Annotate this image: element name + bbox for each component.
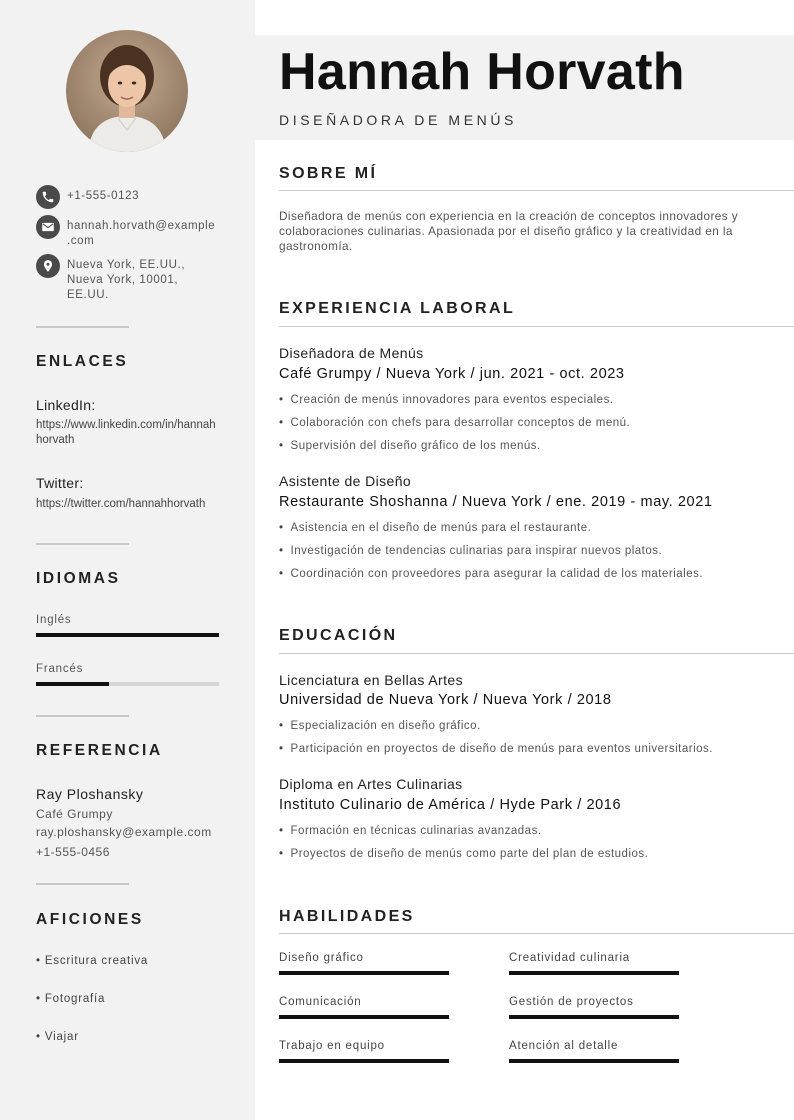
education-title: Diploma en Artes Culinarias	[279, 776, 463, 792]
education-bullets	[279, 715, 789, 761]
education-title: Licenciatura en Bellas Artes	[279, 672, 463, 688]
skill-label: Comunicación	[279, 996, 362, 1008]
skill-fill	[509, 1015, 679, 1019]
skill-bar	[279, 971, 449, 975]
languages-heading: IDIOMAS	[36, 570, 121, 587]
hobby-text: Viajar	[44, 1031, 79, 1043]
reference-heading: REFERENCIA	[36, 742, 163, 759]
skills-heading: HABILIDADES	[279, 908, 415, 925]
about-heading: SOBRE MÍ	[279, 165, 378, 182]
list-item: • Creación de menús innovadores para eventos especiales.	[279, 389, 789, 412]
skill-bar	[279, 1059, 449, 1063]
skill-label: Gestión de proyectos	[509, 996, 634, 1008]
education-subtitle: Instituto Culinario de América / Hyde Park / 2016	[279, 797, 622, 813]
hobby-text: Fotografía	[44, 993, 106, 1005]
contact-email	[36, 215, 217, 249]
envelope-icon	[36, 215, 60, 239]
section-rule	[279, 933, 794, 934]
language-level-bar	[36, 633, 219, 637]
job-title: DISEÑADORA DE MENÚS	[279, 112, 517, 128]
hobby-item: • Escritura creativa	[36, 955, 149, 967]
twitter-label: Twitter:	[36, 475, 84, 491]
language-level-fill	[36, 633, 219, 637]
hobby-text: Escritura creativa	[44, 955, 149, 967]
sidebar-divider	[36, 326, 129, 328]
skill-bar	[509, 971, 679, 975]
skill-fill	[279, 971, 449, 975]
list-item: • Coordinación con proveedores para asegurar la calidad de los materiales.	[279, 563, 789, 586]
skill-bar	[279, 1015, 449, 1019]
experience-bullets	[279, 517, 789, 586]
experience-subtitle: Café Grumpy / Nueva York / jun. 2021 - oct. 2023	[279, 366, 625, 382]
phone-text: +1-555-0123	[67, 190, 140, 202]
profile-photo	[66, 30, 188, 152]
skill-fill	[509, 1059, 679, 1063]
reference-email[interactable]: ray.ploshansky@example.com	[36, 825, 212, 839]
experience-title: Diseñadora de Menús	[279, 345, 424, 361]
experience-heading: EXPERIENCIA LABORAL	[279, 300, 516, 317]
list-item: • Asistencia en el diseño de menús para el restaurante.	[279, 517, 789, 540]
language-level-bar	[36, 682, 219, 686]
map-pin-icon	[36, 254, 60, 278]
linkedin-label: LinkedIn:	[36, 397, 96, 413]
list-item: • Colaboración con chefs para desarrollar conceptos de menú.	[279, 412, 789, 435]
linkedin-link[interactable]: https://www.linkedin.com/in/hannahhorvath	[36, 419, 216, 446]
about-text: Diseñadora de menús con experiencia en la creación de conceptos innovadores y colaboraciones culinarias. Apasionada por el diseño gráfico y la creatividad en la gastronomía.	[279, 209, 739, 253]
hobbies-heading: AFICIONES	[36, 911, 144, 928]
hobby-item: • Viajar	[36, 1031, 79, 1043]
education-bullets	[279, 820, 789, 866]
hobby-item: • Fotografía	[36, 993, 106, 1005]
language-label: Inglés	[36, 614, 72, 626]
skill-label: Creatividad culinaria	[509, 952, 630, 964]
list-item: • Investigación de tendencias culinarias para inspirar nuevos platos.	[279, 540, 789, 563]
list-item: • Participación en proyectos de diseño de menús para eventos universitarios.	[279, 738, 789, 761]
reference-phone: +1-555-0456	[36, 845, 110, 859]
skill-label: Trabajo en equipo	[279, 1040, 385, 1052]
skill-label: Atención al detalle	[509, 1040, 619, 1052]
experience-bullets	[279, 389, 789, 458]
twitter-link[interactable]: https://twitter.com/hannahhorvath	[36, 498, 206, 510]
language-level-fill	[36, 682, 109, 686]
candidate-name: Hannah Horvath	[279, 43, 685, 101]
experience-title: Asistente de Diseño	[279, 473, 412, 489]
address-text: Nueva York, EE.UU., Nueva York, 10001, EE.UU.	[67, 259, 186, 301]
links-heading: ENLACES	[36, 353, 129, 370]
phone-icon	[36, 185, 60, 209]
skill-label: Diseño gráfico	[279, 952, 364, 964]
education-heading: EDUCACIÓN	[279, 627, 398, 644]
list-item: • Formación en técnicas culinarias avanzadas.	[279, 820, 789, 843]
sidebar-divider	[36, 715, 129, 717]
section-rule	[279, 190, 794, 191]
skill-bar	[509, 1015, 679, 1019]
sidebar	[0, 0, 255, 1120]
contact-phone	[36, 185, 217, 209]
sidebar-divider	[36, 543, 129, 545]
skill-bar	[509, 1059, 679, 1063]
reference-company: Café Grumpy	[36, 807, 113, 821]
reference-name: Ray Ploshansky	[36, 786, 144, 802]
contact-address	[36, 254, 187, 303]
section-rule	[279, 326, 794, 327]
sidebar-divider	[36, 883, 129, 885]
skill-fill	[279, 1059, 449, 1063]
skill-fill	[509, 971, 679, 975]
education-subtitle: Universidad de Nueva York / Nueva York / 2018	[279, 692, 612, 708]
language-label: Francés	[36, 663, 84, 675]
list-item: • Especialización en diseño gráfico.	[279, 715, 789, 738]
list-item: • Proyectos de diseño de menús como parte del plan de estudios.	[279, 843, 789, 866]
email-text[interactable]: hannah.horvath@example.com	[67, 220, 216, 247]
skill-fill	[279, 1015, 449, 1019]
list-item: • Supervisión del diseño gráfico de los menús.	[279, 435, 789, 458]
section-rule	[279, 653, 794, 654]
experience-subtitle: Restaurante Shoshanna / Nueva York / ene. 2019 - may. 2021	[279, 494, 713, 510]
